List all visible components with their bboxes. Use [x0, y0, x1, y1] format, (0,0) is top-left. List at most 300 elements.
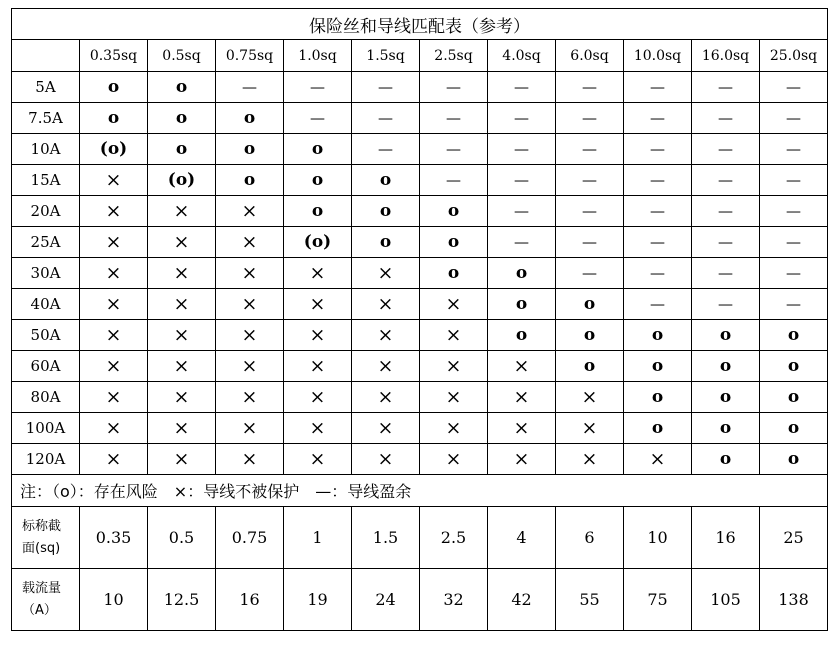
match-cell — [488, 72, 556, 103]
unprotected-mark: × — [173, 262, 190, 284]
surplus-mark: — — [718, 202, 733, 220]
spec-value-cell: 16 — [692, 507, 760, 569]
surplus-mark: — — [786, 202, 801, 220]
surplus-mark: — — [582, 233, 597, 251]
fuse-rating-cell: 25A — [12, 227, 80, 258]
match-cell — [556, 165, 624, 196]
match-cell — [692, 413, 760, 444]
match-cell — [352, 227, 420, 258]
match-cell — [216, 134, 284, 165]
spec-value-cell: 12.5 — [148, 569, 216, 631]
spec-value-cell: 0.75 — [216, 507, 284, 569]
unprotected-mark: × — [377, 262, 394, 284]
match-cell — [216, 72, 284, 103]
table-row — [12, 289, 828, 320]
spec-value-cell: 10 — [80, 569, 148, 631]
match-cell — [624, 227, 692, 258]
spec-value-cell: 138 — [760, 569, 828, 631]
match-cell — [80, 134, 148, 165]
unprotected-mark: × — [445, 386, 462, 408]
match-cell — [80, 258, 148, 289]
match-cell — [284, 103, 352, 134]
match-cell — [148, 196, 216, 227]
fuse-rating-cell: 20A — [12, 196, 80, 227]
unprotected-mark: × — [241, 293, 258, 315]
match-cell — [148, 72, 216, 103]
match-ok-mark: o — [583, 356, 596, 376]
table-row — [12, 103, 828, 134]
surplus-mark: — — [650, 140, 665, 158]
unprotected-mark: × — [377, 386, 394, 408]
match-cell — [148, 227, 216, 258]
match-cell — [148, 351, 216, 382]
surplus-mark: — — [718, 140, 733, 158]
surplus-mark: — — [718, 78, 733, 96]
unprotected-mark: × — [105, 386, 122, 408]
surplus-mark: — — [446, 109, 461, 127]
surplus-mark: — — [310, 109, 325, 127]
wire-size-header: 25.0sq — [760, 40, 828, 72]
match-cell — [420, 289, 488, 320]
match-cell — [692, 227, 760, 258]
surplus-mark: — — [650, 109, 665, 127]
match-cell — [284, 134, 352, 165]
match-cell — [216, 320, 284, 351]
fuse-rating-cell: 15A — [12, 165, 80, 196]
match-ok-mark: o — [175, 77, 188, 97]
match-cell — [284, 320, 352, 351]
match-cell — [488, 382, 556, 413]
surplus-mark: — — [446, 140, 461, 158]
match-cell — [284, 351, 352, 382]
table-row — [12, 196, 828, 227]
spec-value-cell: 105 — [692, 569, 760, 631]
unprotected-mark: × — [105, 169, 122, 191]
match-cell — [624, 72, 692, 103]
match-cell — [760, 289, 828, 320]
unprotected-mark: × — [513, 386, 530, 408]
unprotected-mark: × — [241, 324, 258, 346]
match-cell — [488, 165, 556, 196]
spec-value-cell: 10 — [624, 507, 692, 569]
table-body — [12, 9, 828, 631]
fuse-rating-cell: 30A — [12, 258, 80, 289]
spec-row — [12, 507, 828, 569]
match-ok-mark: o — [515, 294, 528, 314]
match-cell — [624, 320, 692, 351]
match-cell — [216, 227, 284, 258]
match-cell — [148, 258, 216, 289]
unprotected-mark: × — [445, 293, 462, 315]
wire-size-header: 6.0sq — [556, 40, 624, 72]
match-ok-mark: o — [243, 139, 256, 159]
match-cell — [216, 382, 284, 413]
match-cell — [80, 444, 148, 475]
unprotected-mark: × — [445, 417, 462, 439]
unprotected-mark: × — [173, 200, 190, 222]
match-cell — [80, 289, 148, 320]
unprotected-mark: × — [173, 355, 190, 377]
unprotected-mark: × — [105, 262, 122, 284]
surplus-mark: — — [786, 78, 801, 96]
table-row — [12, 413, 828, 444]
match-cell — [420, 103, 488, 134]
match-cell — [624, 382, 692, 413]
match-cell — [80, 320, 148, 351]
match-cell — [760, 227, 828, 258]
fuse-rating-cell: 100A — [12, 413, 80, 444]
unprotected-mark: × — [377, 324, 394, 346]
surplus-mark: — — [786, 140, 801, 158]
fuse-rating-cell: 120A — [12, 444, 80, 475]
match-cell — [624, 258, 692, 289]
match-cell — [284, 289, 352, 320]
unprotected-mark: × — [581, 417, 598, 439]
match-cell — [556, 134, 624, 165]
table-row — [12, 227, 828, 258]
surplus-mark: — — [718, 295, 733, 313]
match-cell — [352, 320, 420, 351]
match-cell — [352, 103, 420, 134]
match-cell — [148, 103, 216, 134]
unprotected-mark: × — [309, 448, 326, 470]
match-cell — [148, 134, 216, 165]
match-ok-mark: o — [243, 108, 256, 128]
risk-mark: (o) — [303, 232, 332, 252]
match-ok-mark: o — [719, 418, 732, 438]
match-cell — [488, 351, 556, 382]
surplus-mark: — — [310, 78, 325, 96]
surplus-mark: — — [582, 140, 597, 158]
match-ok-mark: o — [651, 356, 664, 376]
spec-value-cell: 19 — [284, 569, 352, 631]
match-ok-mark: o — [515, 325, 528, 345]
surplus-mark: — — [582, 109, 597, 127]
match-cell — [148, 320, 216, 351]
match-ok-mark: o — [515, 263, 528, 283]
unprotected-mark: × — [173, 417, 190, 439]
fuse-rating-cell: 80A — [12, 382, 80, 413]
match-cell — [148, 382, 216, 413]
surplus-mark: — — [378, 78, 393, 96]
match-cell — [624, 103, 692, 134]
match-cell — [488, 227, 556, 258]
legend-note: 注：（o）：存在风险 ×：导线不被保护 —：导线盈余 — [12, 475, 828, 507]
match-cell — [488, 134, 556, 165]
match-cell — [352, 289, 420, 320]
match-cell — [624, 444, 692, 475]
match-cell — [556, 227, 624, 258]
surplus-mark: — — [650, 295, 665, 313]
match-cell — [284, 165, 352, 196]
match-cell — [284, 413, 352, 444]
spec-value-cell: 6 — [556, 507, 624, 569]
match-ok-mark: o — [787, 387, 800, 407]
unprotected-mark: × — [173, 448, 190, 470]
surplus-mark: — — [514, 78, 529, 96]
match-cell — [80, 165, 148, 196]
unprotected-mark: × — [105, 293, 122, 315]
spec-value-cell: 24 — [352, 569, 420, 631]
match-cell — [352, 134, 420, 165]
unprotected-mark: × — [309, 262, 326, 284]
spec-value-cell: 32 — [420, 569, 488, 631]
table-row — [12, 320, 828, 351]
wire-size-header: 4.0sq — [488, 40, 556, 72]
unprotected-mark: × — [105, 324, 122, 346]
unprotected-mark: × — [241, 262, 258, 284]
unprotected-mark: × — [241, 200, 258, 222]
match-cell — [488, 258, 556, 289]
match-cell — [692, 351, 760, 382]
surplus-mark: — — [650, 78, 665, 96]
spec-value-cell: 4 — [488, 507, 556, 569]
unprotected-mark: × — [105, 200, 122, 222]
match-ok-mark: o — [447, 201, 460, 221]
spec-value-cell: 0.5 — [148, 507, 216, 569]
surplus-mark: — — [582, 78, 597, 96]
surplus-mark: — — [582, 264, 597, 282]
match-cell — [216, 103, 284, 134]
unprotected-mark: × — [445, 355, 462, 377]
unprotected-mark: × — [173, 293, 190, 315]
unprotected-mark: × — [377, 355, 394, 377]
fuse-rating-cell: 50A — [12, 320, 80, 351]
match-cell — [284, 196, 352, 227]
unprotected-mark: × — [105, 417, 122, 439]
match-cell — [352, 382, 420, 413]
match-cell — [692, 444, 760, 475]
spec-label-line: 面(sq) — [22, 540, 61, 556]
match-cell — [760, 103, 828, 134]
match-ok-mark: o — [719, 449, 732, 469]
unprotected-mark: × — [513, 417, 530, 439]
wire-size-header: 1.0sq — [284, 40, 352, 72]
unprotected-mark: × — [513, 448, 530, 470]
unprotected-mark: × — [309, 293, 326, 315]
match-cell — [420, 227, 488, 258]
wire-size-header: 0.75sq — [216, 40, 284, 72]
spec-value-cell: 0.35 — [80, 507, 148, 569]
fuse-rating-cell: 7.5A — [12, 103, 80, 134]
unprotected-mark: × — [241, 417, 258, 439]
surplus-mark: — — [514, 233, 529, 251]
match-cell — [692, 382, 760, 413]
match-cell — [284, 227, 352, 258]
match-cell — [624, 165, 692, 196]
unprotected-mark: × — [309, 417, 326, 439]
match-cell — [760, 444, 828, 475]
spec-value-cell: 55 — [556, 569, 624, 631]
fuse-rating-cell: 60A — [12, 351, 80, 382]
table-title: 保险丝和导线匹配表（参考） — [12, 9, 828, 40]
match-cell — [760, 196, 828, 227]
table-row — [12, 72, 828, 103]
unprotected-mark: × — [241, 231, 258, 253]
match-cell — [420, 444, 488, 475]
match-cell — [556, 196, 624, 227]
unprotected-mark: × — [445, 324, 462, 346]
match-cell — [556, 103, 624, 134]
surplus-mark: — — [718, 233, 733, 251]
surplus-mark: — — [514, 171, 529, 189]
unprotected-mark: × — [377, 417, 394, 439]
legend-row — [12, 475, 828, 507]
match-cell — [352, 72, 420, 103]
match-cell — [488, 196, 556, 227]
match-cell — [80, 227, 148, 258]
surplus-mark: — — [650, 233, 665, 251]
wire-size-header: 0.5sq — [148, 40, 216, 72]
match-cell — [80, 196, 148, 227]
table-row — [12, 165, 828, 196]
match-ok-mark: o — [651, 325, 664, 345]
surplus-mark: — — [514, 140, 529, 158]
match-ok-mark: o — [787, 325, 800, 345]
match-cell — [488, 320, 556, 351]
match-ok-mark: o — [719, 387, 732, 407]
surplus-mark: — — [786, 233, 801, 251]
match-cell — [760, 134, 828, 165]
match-ok-mark: o — [787, 418, 800, 438]
match-cell — [556, 444, 624, 475]
surplus-mark: — — [514, 202, 529, 220]
match-cell — [420, 196, 488, 227]
match-cell — [760, 320, 828, 351]
match-cell — [148, 289, 216, 320]
match-cell — [216, 351, 284, 382]
match-ok-mark: o — [447, 263, 460, 283]
unprotected-mark: × — [377, 448, 394, 470]
surplus-mark: — — [650, 171, 665, 189]
table-row — [12, 382, 828, 413]
match-cell — [216, 444, 284, 475]
risk-mark: (o) — [167, 170, 196, 190]
match-cell — [352, 165, 420, 196]
match-ok-mark: o — [379, 170, 392, 190]
match-cell — [284, 382, 352, 413]
fuse-rating-cell: 10A — [12, 134, 80, 165]
match-cell — [624, 351, 692, 382]
match-ok-mark: o — [719, 356, 732, 376]
spec-row-label — [12, 507, 80, 569]
spec-value-cell: 25 — [760, 507, 828, 569]
match-cell — [80, 103, 148, 134]
header-row — [12, 40, 828, 72]
match-cell — [760, 258, 828, 289]
fuse-wire-table — [11, 8, 828, 631]
spec-value-cell: 16 — [216, 569, 284, 631]
surplus-mark: — — [582, 202, 597, 220]
spec-value-cell: 75 — [624, 569, 692, 631]
match-cell — [692, 103, 760, 134]
surplus-mark: — — [378, 140, 393, 158]
match-cell — [556, 351, 624, 382]
match-cell — [148, 444, 216, 475]
surplus-mark: — — [378, 109, 393, 127]
match-ok-mark: o — [107, 108, 120, 128]
unprotected-mark: × — [309, 324, 326, 346]
match-cell — [556, 289, 624, 320]
match-cell — [624, 134, 692, 165]
surplus-mark: — — [650, 202, 665, 220]
match-cell — [692, 134, 760, 165]
match-cell — [216, 196, 284, 227]
risk-mark: (o) — [99, 139, 128, 159]
surplus-mark: — — [718, 109, 733, 127]
surplus-mark: — — [786, 109, 801, 127]
match-ok-mark: o — [107, 77, 120, 97]
match-cell — [80, 72, 148, 103]
surplus-mark: — — [242, 78, 257, 96]
match-ok-mark: o — [719, 325, 732, 345]
corner-cell — [12, 40, 80, 72]
match-cell — [692, 196, 760, 227]
match-cell — [760, 351, 828, 382]
match-cell — [148, 165, 216, 196]
match-cell — [352, 351, 420, 382]
table-row — [12, 258, 828, 289]
spec-label-line: （A） — [22, 602, 57, 618]
match-ok-mark: o — [175, 139, 188, 159]
match-ok-mark: o — [787, 356, 800, 376]
surplus-mark: — — [786, 264, 801, 282]
match-cell — [760, 382, 828, 413]
match-ok-mark: o — [311, 139, 324, 159]
wire-size-header: 1.5sq — [352, 40, 420, 72]
match-cell — [692, 258, 760, 289]
fuse-rating-cell: 40A — [12, 289, 80, 320]
match-ok-mark: o — [379, 232, 392, 252]
unprotected-mark: × — [581, 386, 598, 408]
unprotected-mark: × — [377, 293, 394, 315]
match-cell — [216, 289, 284, 320]
match-ok-mark: o — [447, 232, 460, 252]
match-cell — [420, 413, 488, 444]
unprotected-mark: × — [649, 448, 666, 470]
title-row — [12, 9, 828, 40]
match-cell — [420, 258, 488, 289]
match-cell — [284, 258, 352, 289]
surplus-mark: — — [446, 171, 461, 189]
match-cell — [216, 165, 284, 196]
surplus-mark: — — [786, 295, 801, 313]
unprotected-mark: × — [241, 448, 258, 470]
match-cell — [420, 382, 488, 413]
match-cell — [692, 165, 760, 196]
match-cell — [692, 320, 760, 351]
unprotected-mark: × — [581, 448, 598, 470]
match-cell — [556, 320, 624, 351]
wire-size-header: 16.0sq — [692, 40, 760, 72]
table-row — [12, 351, 828, 382]
match-cell — [80, 382, 148, 413]
match-cell — [760, 413, 828, 444]
surplus-mark: — — [718, 171, 733, 189]
match-cell — [556, 72, 624, 103]
match-cell — [420, 351, 488, 382]
match-cell — [284, 72, 352, 103]
match-cell — [624, 289, 692, 320]
spec-row — [12, 569, 828, 631]
surplus-mark: — — [786, 171, 801, 189]
spec-value-cell: 42 — [488, 569, 556, 631]
match-cell — [488, 289, 556, 320]
match-cell — [352, 413, 420, 444]
unprotected-mark: × — [105, 448, 122, 470]
match-cell — [692, 289, 760, 320]
match-cell — [80, 413, 148, 444]
